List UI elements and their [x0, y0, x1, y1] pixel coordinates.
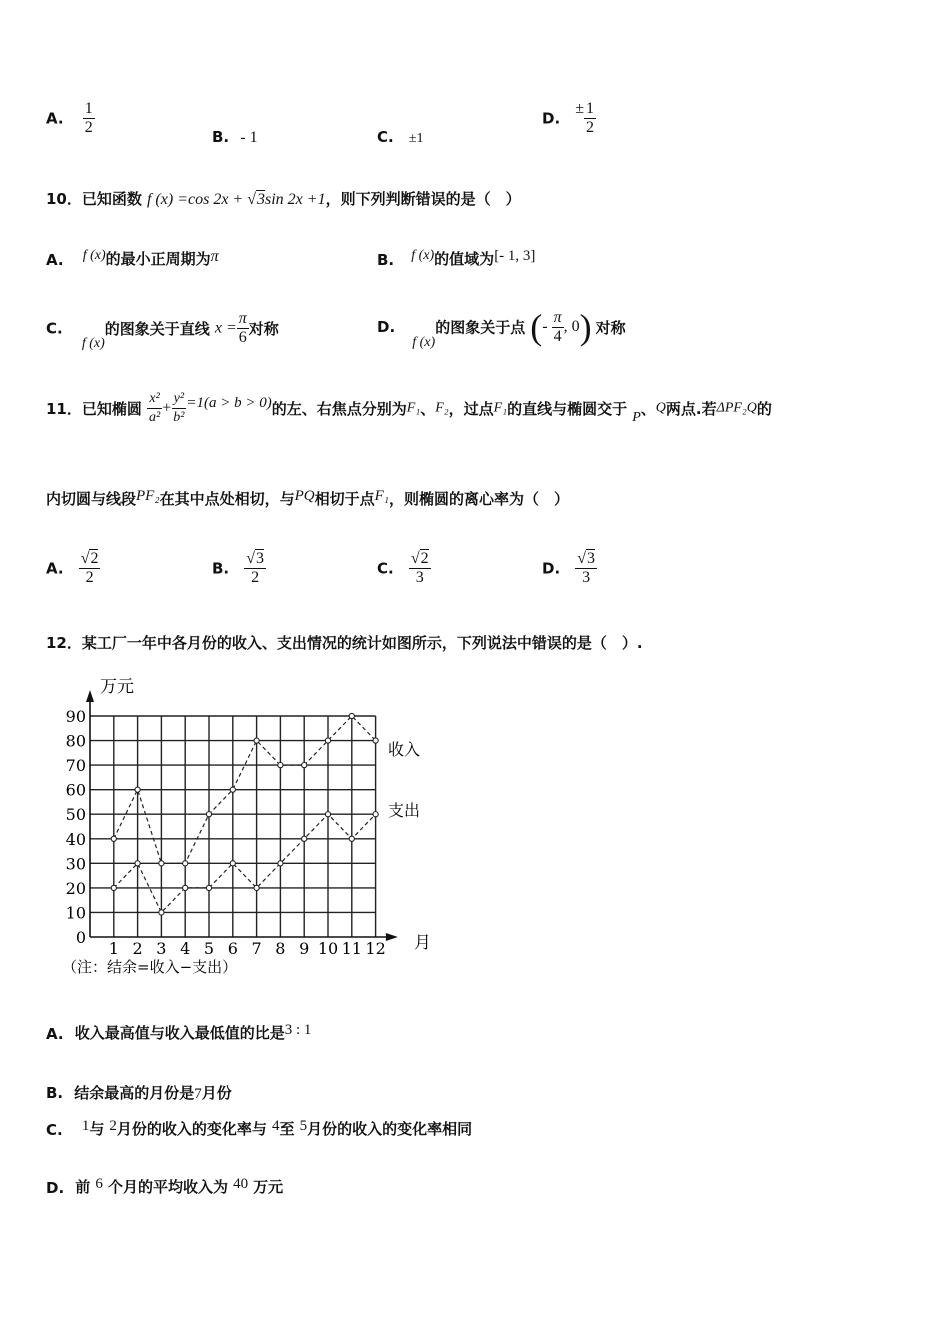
q11-option-c [377, 550, 431, 587]
question-number: 10． [46, 190, 82, 208]
fraction: $\frac{√3}{3}$ [577, 550, 596, 586]
option-letter: B. [212, 559, 230, 578]
y-tick-label: 20 [65, 878, 86, 898]
y-tick-label: 50 [65, 805, 86, 825]
q9-option-d [542, 100, 596, 137]
option-letter: B. [377, 251, 395, 269]
data-point [254, 738, 259, 743]
data-point [206, 812, 211, 817]
data-point [325, 812, 330, 817]
option-value: ±1 [408, 131, 424, 146]
y-tick-label: 80 [65, 731, 86, 751]
data-point [183, 885, 188, 890]
q11-stem-line1: 11．已知椭圆 $\frac{\text{x²}}{\text{a²}}$ + $\frac{\text{y²}}{\text{b²}}$ =1(a > b > 0)的左、右焦点分别为F₁、F₂，过点F₁的直线与椭圆交于 P、Q两点.若ΔPF₂Q的 [46, 391, 772, 425]
formula: f (x) =cos 2x + √3sin 2x +1 [146, 191, 326, 208]
data-point [302, 763, 307, 768]
q12-stem [46, 632, 643, 653]
x-axis-arrow [386, 933, 398, 941]
question-number: 11． [46, 400, 82, 418]
q11-option-b [212, 550, 266, 587]
y-axis-label: 万元 [100, 677, 134, 697]
q11-option-d [542, 550, 597, 587]
q11-stem-line2: 内切圆与线段PF₂在其中点处相切，与PQ相切于点F₁，则椭圆的离心率为（ ） [46, 488, 569, 508]
data-point [159, 861, 164, 866]
q9-option-a [46, 100, 95, 137]
stem-text: 已知函数 [81, 190, 142, 208]
q12-option-d: D. 前 6 个月的平均收入为 40 万元 [46, 1176, 284, 1197]
q9-option-b [212, 127, 258, 147]
option-letter: D. [377, 318, 396, 336]
data-point [159, 910, 164, 915]
x-tick-label: 11 [341, 939, 362, 958]
data-point [111, 885, 116, 890]
fraction: $\frac{√2}{2}$ [80, 550, 99, 586]
option-letter: C. [46, 319, 63, 338]
data-point [206, 885, 211, 890]
chart-note: （注：结余=收入−支出） [62, 958, 238, 976]
series-label-expense: 支出 [388, 801, 421, 820]
fraction: $\frac{√3}{2}$ [246, 550, 265, 586]
y-axis-arrow [86, 690, 94, 702]
x-axis-label: 月 [414, 933, 431, 953]
x-tick-label: 10 [317, 939, 339, 958]
fraction: $\frac{\pi}{6}$ [238, 310, 247, 346]
question-number: 12． [46, 634, 82, 652]
data-point [349, 836, 354, 841]
stem-text: ，则下列判断错误的是（ ） [325, 190, 521, 208]
x-tick-label: 5 [203, 939, 215, 958]
data-point [230, 861, 235, 866]
x-tick-label: 2 [132, 939, 143, 958]
y-tick-label: 30 [65, 854, 86, 874]
fraction: $\frac{\text{y²}}{\text{b²}}$ [173, 391, 185, 425]
data-point [349, 713, 354, 718]
plus-minus: ± [575, 100, 585, 117]
y-tick-label: 10 [65, 903, 86, 923]
stem-text: 已知椭圆 [81, 400, 142, 418]
x-tick-labels [109, 939, 386, 958]
fraction: $\frac{\text{x²}}{\text{a²}}$ [148, 391, 161, 425]
option-letter: C. [377, 128, 394, 146]
q12-option-c: C. 1与 2月份的收入的变化率与 4至 5月份的收入的变化率相同 [46, 1118, 473, 1139]
y-tick-label: 0 [75, 928, 86, 947]
x-tick-label: 8 [275, 939, 286, 958]
x-tick-label: 4 [180, 939, 191, 958]
q10-option-a: A. f (x)的最小正周期为π [46, 248, 219, 269]
fraction: $\frac{\pi}{4}$ [553, 308, 562, 345]
y-tick-label: 40 [65, 829, 86, 849]
option-letter: D. [542, 559, 561, 578]
q12-option-b: B. 结余最高的月份是7月份 [46, 1084, 232, 1102]
series-label-income: 收入 [388, 740, 421, 759]
x-tick-label: 7 [251, 939, 262, 958]
chart-axes [86, 690, 398, 941]
data-point [373, 812, 378, 817]
y-tick-labels [66, 707, 86, 947]
data-point [302, 836, 307, 841]
q10-stem [46, 188, 521, 209]
option-letter: C. [377, 559, 394, 578]
option-letter: A. [46, 559, 64, 578]
data-point [183, 861, 188, 866]
data-point [373, 738, 378, 743]
stem-text: 某工厂一年中各月份的收入、支出情况的统计如图所示，下列说法中错误的是（ ）. [81, 634, 643, 652]
option-letter: B. [212, 128, 230, 146]
option-letter: C. [46, 1121, 63, 1139]
option-letter: D. [542, 109, 561, 128]
q10-option-d: D. f (x)的图象关于点 (- $\frac{\pi}{4}$ , 0) 对称 [377, 307, 626, 350]
data-point [230, 787, 235, 792]
q10-option-c: C. f (x)的图象关于直线 x = $\frac{\pi}{6}$ 对称 [46, 310, 279, 351]
option-value: - 1 [240, 129, 258, 146]
y-tick-label: 90 [65, 707, 86, 726]
q9-option-c [377, 127, 424, 147]
x-tick-label: 9 [299, 939, 310, 958]
chart-grid [90, 716, 376, 937]
fraction: $\frac{√2}{3}$ [410, 550, 429, 586]
x-tick-label: 12 [365, 939, 386, 958]
data-point [111, 836, 116, 841]
option-letter: D. [46, 1179, 65, 1197]
option-letter: A. [46, 1025, 64, 1043]
q11-option-a [46, 550, 100, 587]
option-letter: B. [46, 1084, 64, 1102]
fraction: $\frac{1}{2}$ [586, 100, 595, 136]
fraction: $\frac{1}{2}$ [84, 100, 93, 136]
income-expense-chart [50, 672, 450, 982]
data-point [278, 861, 283, 866]
data-point [135, 861, 140, 866]
x-tick-label: 6 [227, 939, 238, 958]
y-tick-label: 70 [65, 756, 86, 776]
option-letter: A. [46, 251, 64, 269]
x-tick-label: 1 [108, 939, 119, 958]
option-letter: A. [46, 109, 64, 128]
q12-option-a: A. 收入最高值与收入最低值的比是3 : 1 [46, 1022, 312, 1043]
data-point [135, 787, 140, 792]
data-point [278, 763, 283, 768]
x-tick-label: 3 [156, 939, 167, 958]
data-point [325, 738, 330, 743]
y-tick-label: 60 [65, 780, 86, 800]
q10-option-b: B. f (x)的值域为[- 1, 3] [377, 248, 536, 269]
data-point [254, 885, 259, 890]
